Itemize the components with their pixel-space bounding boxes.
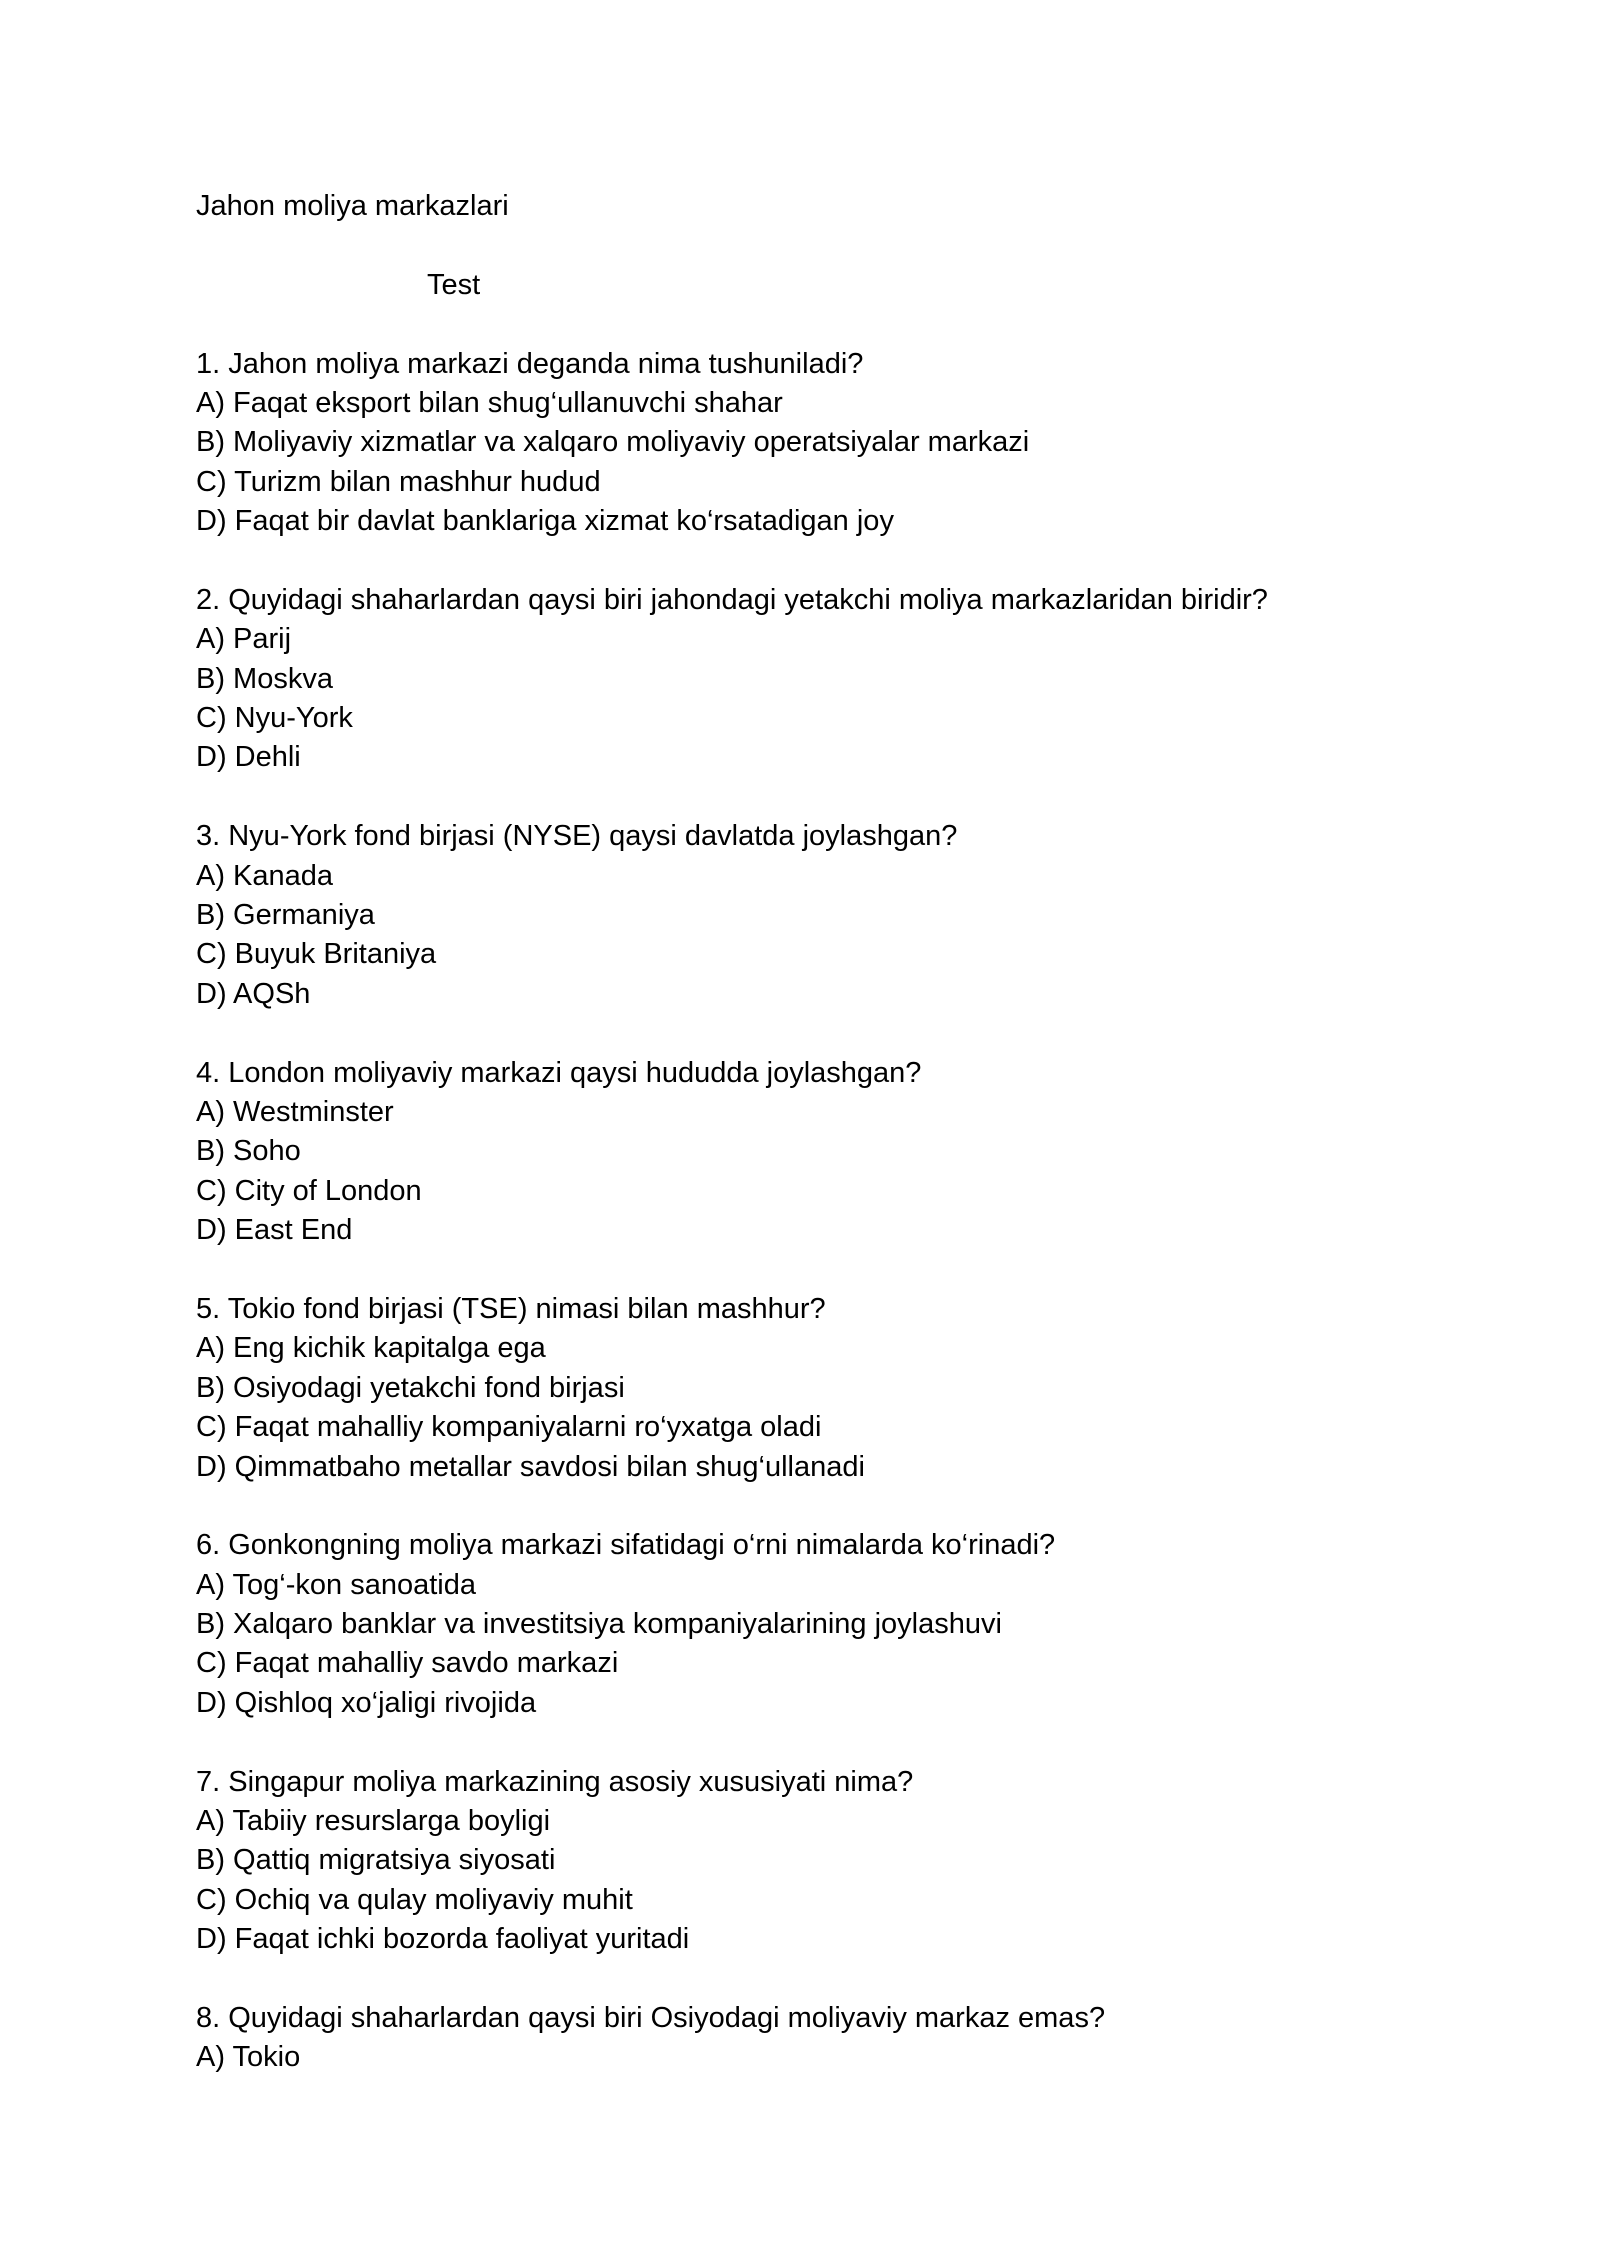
- document-page: [196, 187, 1446, 2117]
- question-text: 7. Singapur moliya markazining asosiy xususiyati nima?: [196, 1765, 914, 1798]
- answer-option-d: D) AQSh: [196, 977, 311, 1010]
- answer-option-c: C) City of London: [196, 1174, 422, 1207]
- answer-option-d: D) Faqat bir davlat banklariga xizmat ko‘rsatadigan joy: [196, 505, 894, 538]
- question-text: 3. Nyu-York fond birjasi (NYSE) qaysi davlatda joylashgan?: [196, 820, 958, 853]
- answer-option-b: B) Germaniya: [196, 899, 375, 932]
- answer-option-c: C) Faqat mahalliy savdo markazi: [196, 1647, 619, 1680]
- answer-option-c: C) Faqat mahalliy kompaniyalarni ro‘yxatga oladi: [196, 1411, 822, 1444]
- answer-option-c: C) Turizm bilan mashhur hudud: [196, 465, 601, 498]
- answer-option-b: B) Moskva: [196, 662, 333, 695]
- answer-option-d: D) Qimmatbaho metallar savdosi bilan shug‘ullanadi: [196, 1450, 865, 1483]
- answer-option-a: A) Kanada: [196, 859, 334, 892]
- answer-option-b: B) Soho: [196, 1135, 301, 1168]
- answer-option-d: D) Faqat ichki bozorda faoliyat yuritadi: [196, 1923, 690, 1956]
- answer-option-a: A) Tabiiy resurslarga boyligi: [196, 1805, 551, 1838]
- question-6: [196, 1526, 1446, 1723]
- answer-option-b: B) Qattiq migratsiya siyosati: [196, 1844, 556, 1877]
- question-1: [196, 345, 1446, 542]
- question-4: [196, 1054, 1446, 1251]
- answer-option-b: B) Xalqaro banklar va investitsiya kompaniyalarining joylashuvi: [196, 1608, 1002, 1641]
- document-title: Jahon moliya markazlari: [196, 190, 509, 222]
- answer-option-d: D) Dehli: [196, 741, 301, 774]
- document-subtitle: Test: [427, 268, 481, 301]
- question-text: 4. London moliyaviy markazi qaysi hududda joylashgan?: [196, 1056, 922, 1089]
- answer-option-a: A) Tokio: [196, 2041, 301, 2074]
- answer-option-b: B) Moliyaviy xizmatlar va xalqaro moliyaviy operatsiyalar markazi: [196, 426, 1030, 459]
- question-3: [196, 817, 1446, 1014]
- answer-option-b: B) Osiyodagi yetakchi fond birjasi: [196, 1371, 625, 1404]
- question-text: 2. Quyidagi shaharlardan qaysi biri jahondagi yetakchi moliya markazlaridan biridir?: [196, 583, 1268, 616]
- question-text: 5. Tokio fond birjasi (TSE) nimasi bilan mashhur?: [196, 1292, 826, 1325]
- question-5: [196, 1290, 1446, 1487]
- answer-option-a: A) Parij: [196, 623, 292, 656]
- question-text: 1. Jahon moliya markazi deganda nima tushuniladi?: [196, 347, 864, 380]
- answer-option-c: C) Buyuk Britaniya: [196, 938, 437, 971]
- answer-option-c: C) Nyu-York: [196, 702, 353, 735]
- question-7: [196, 1763, 1446, 1960]
- answer-option-a: A) Eng kichik kapitalga ega: [196, 1332, 546, 1365]
- answer-option-d: D) Qishloq xo‘jaligi rivojida: [196, 1686, 537, 1719]
- question-8: [196, 1999, 1446, 2078]
- question-text: 6. Gonkongning moliya markazi sifatidagi o‘rni nimalarda ko‘rinadi?: [196, 1529, 1056, 1562]
- answer-option-a: A) Faqat eksport bilan shug‘ullanuvchi shahar: [196, 386, 783, 419]
- question-text: 8. Quyidagi shaharlardan qaysi biri Osiyodagi moliyaviy markaz emas?: [196, 2001, 1106, 2034]
- question-2: [196, 581, 1446, 778]
- answer-option-a: A) Tog‘-kon sanoatida: [196, 1568, 476, 1601]
- answer-option-d: D) East End: [196, 1214, 353, 1247]
- answer-option-a: A) Westminster: [196, 1095, 394, 1128]
- answer-option-c: C) Ochiq va qulay moliyaviy muhit: [196, 1883, 633, 1916]
